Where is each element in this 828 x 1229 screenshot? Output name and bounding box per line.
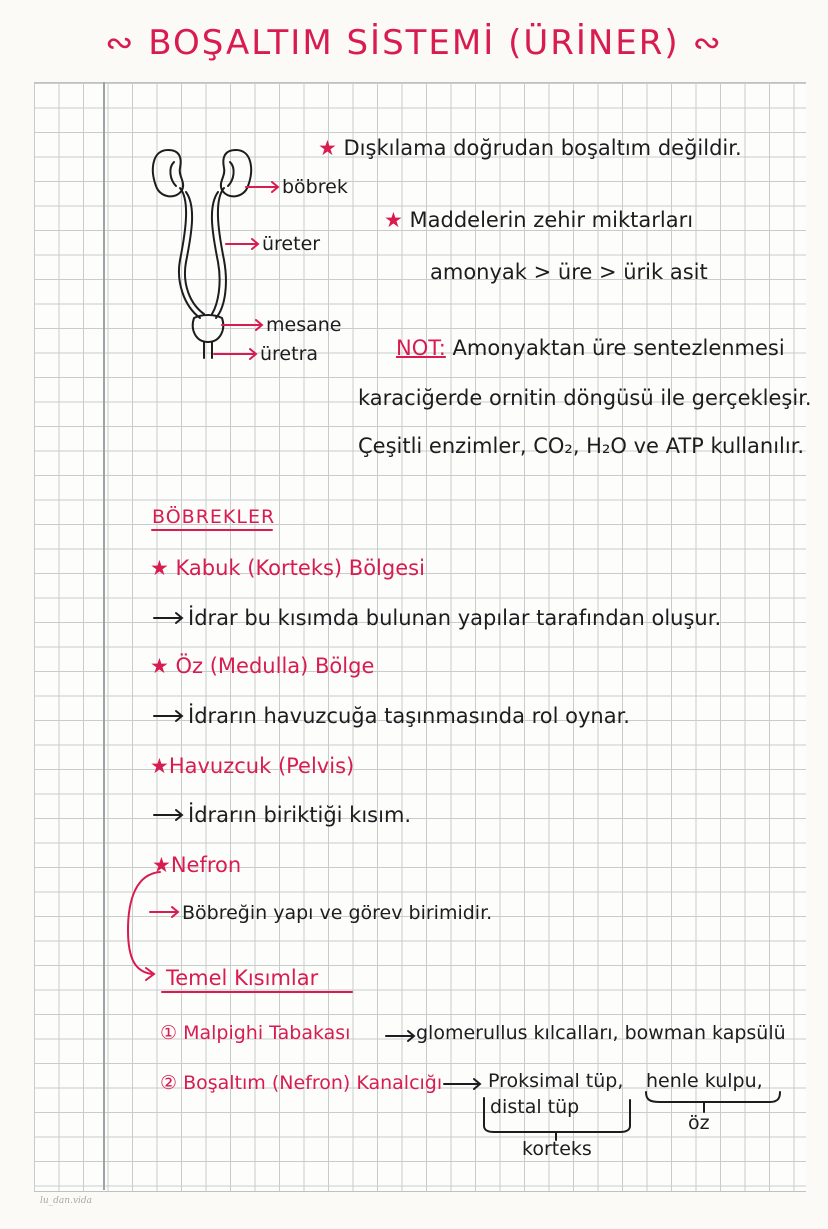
part1-label: ① Malpighi Tabakası <box>160 1022 351 1044</box>
parts-heading: Temel Kısımlar <box>166 966 319 990</box>
note-not-line1: NOT: Amonyaktan üre sentezlenmesi <box>396 336 785 360</box>
part2-value-distal: distal tüp <box>490 1096 580 1118</box>
left-kidney-inner <box>170 162 176 186</box>
tilde-left-icon: ∾ <box>105 23 149 63</box>
note-toxicity-order: amonyak > üre > ürik asit <box>430 260 708 284</box>
section-cortex-desc: İdrar bu kısımda bulunan yapılar tarafından oluşur. <box>188 606 722 630</box>
urethra-shape <box>204 342 212 358</box>
bladder-shape <box>193 315 223 342</box>
right-kidney-shape <box>221 150 251 196</box>
part2-region-cortex: korteks <box>522 1138 592 1160</box>
label-urethra: üretra <box>260 343 319 365</box>
tilde-right-icon: ∾ <box>679 23 723 63</box>
left-kidney-shape <box>153 150 183 196</box>
left-ureter <box>179 188 200 318</box>
star-icon: ★ <box>150 556 176 580</box>
section-pelvis-desc: İdrarın biriktiği kısım. <box>188 803 412 827</box>
section-pelvis-title: ★Havuzcuk (Pelvis) <box>150 754 355 778</box>
note-not-line3: Çeşitli enzimler, CO₂, H₂O ve ATP kullanılır. <box>358 434 805 458</box>
note-not-line2: karaciğerde ornitin döngüsü ile gerçekleşir. <box>358 386 812 410</box>
label-kidney: böbrek <box>282 176 348 198</box>
star-icon: ★ <box>150 654 176 678</box>
label-bladder: mesane <box>266 314 342 336</box>
section-nefron-title: ★Nefron <box>152 853 242 877</box>
part2-label: ② Boşaltım (Nefron) Kanalcığı <box>160 1072 443 1094</box>
section-medulla-desc: İdrarın havuzcuğa taşınmasında rol oynar. <box>188 704 630 728</box>
part2-region-medulla: öz <box>688 1112 710 1134</box>
part2-value-proximal: Proksimal tüp, <box>488 1070 624 1092</box>
section-nefron-desc: Böbreğin yapı ve görev birimidir. <box>182 902 493 924</box>
nefron-bracket <box>128 872 160 980</box>
star-icon: ★ <box>384 208 410 232</box>
part2-value-henle: henle kulpu, <box>646 1070 763 1092</box>
watermark-footer: lu_dan.vida <box>40 1196 93 1206</box>
section-cortex-title: ★ Kabuk (Korteks) Bölgesi <box>150 556 425 580</box>
section-medulla-title: ★ Öz (Medulla) Bölge <box>150 654 375 678</box>
part1-value: glomerullus kılcalları, bowman kapsülü <box>416 1022 786 1044</box>
note-toxicity-heading: ★ Maddelerin zehir miktarları <box>384 208 694 232</box>
label-ureter: üreter <box>262 233 321 255</box>
note-excretion: ★ Dışkılama doğrudan boşaltım değildir. <box>318 136 742 160</box>
star-icon: ★ <box>318 136 344 160</box>
title-text: BOŞALTIM SİSTEMİ (ÜRİNER) <box>148 23 680 63</box>
kidneys-heading: BÖBREKLER <box>152 506 276 528</box>
star-icon: ★ <box>152 853 171 877</box>
star-icon: ★ <box>150 754 169 778</box>
right-kidney-inner <box>228 162 234 186</box>
